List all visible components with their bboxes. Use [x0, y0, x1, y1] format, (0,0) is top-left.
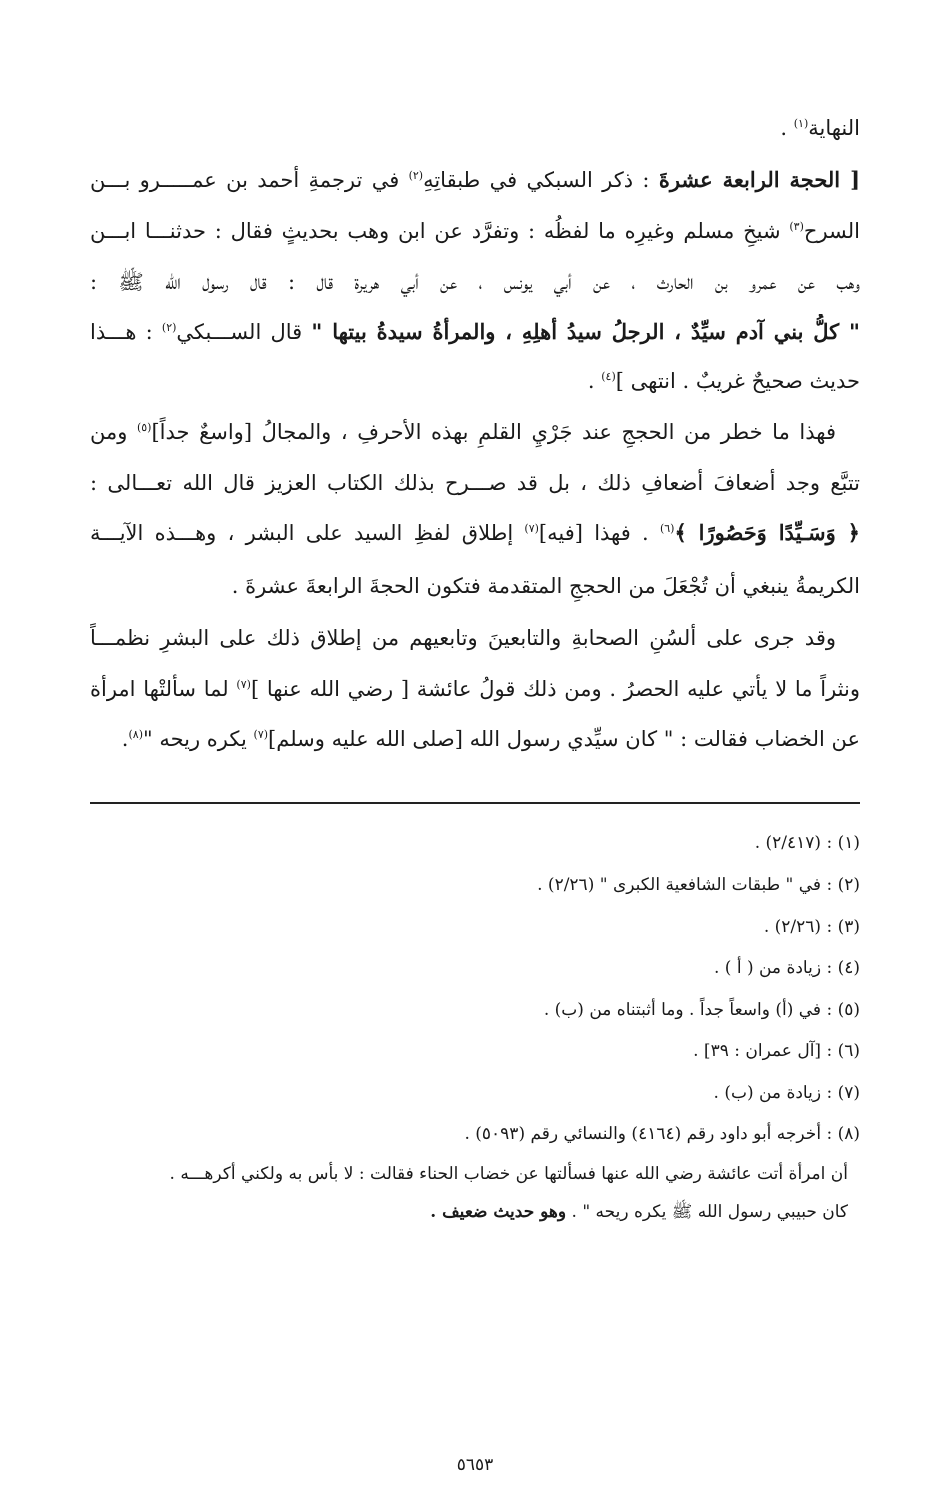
- footnote-ref: (٥): [136, 421, 152, 434]
- footnote-divider: [90, 802, 860, 804]
- body-line: تتبَّع وجد أضعافَ أضعافِ ذلك ، بل قد صـــرح بذلك الكتاب العزيز قال الله تعـــالى :: [90, 471, 860, 495]
- quran-verse: ﴿ وَسَـيِّدًا وَحَصُورًا ﴾: [674, 520, 860, 545]
- grading-note: وهو حديث ضعيف .: [430, 1202, 567, 1222]
- body-line: [ الحجة الرابعة عشرةَ : ذكر السبكي في طبقاتِهِ$^{(٢)}$ في ترجمةِ أحمد بن عمـــــرو بـــن: [90, 167, 860, 192]
- body-line: الكريمةُ ينبغي أن تُجْعَلَ من الحججِ المتقدمة فتكون الحجةَ الرابعةَ عشرةَ .: [231, 574, 860, 598]
- footnote-ref: (٧): [236, 678, 251, 691]
- body-line: ونثراً ما لا يأتي عليه الحصرُ . ومن ذلك قولُ عائشة [ رضي الله عنها ]$^{(٧)}$ لما سألتْها امرأة: [90, 677, 860, 701]
- footnote: (٢) : في " طبقات الشافعية الكبرى " (٢/٢٦) .: [537, 875, 860, 895]
- body-line: السرح$^{(٣)}$ شيخِ مسلم وغيرِه ما لفظُه : وتفرَّد عن ابن وهب بحديثٍ فقال : حدثنـــا ابـــن: [90, 219, 860, 243]
- hadith-text: " كلُّ بني آدم سيِّدٌ ، الرجلُ سيدُ أهلِهِ ، والمرأةُ سيدةُ بيتها ": [311, 319, 860, 344]
- footnote-ref: (٨): [128, 728, 143, 741]
- footnote-ref: (١): [793, 117, 809, 130]
- footnote-ref: (٧): [524, 522, 539, 535]
- footnote-ref: (٣): [789, 220, 804, 233]
- body-line: فهذا ما خطر من الحججِ عند جَرْيِ القلمِ بهذه الأحرفِ ، والمجالُ [واسعٌ جداً]$^{(٥)}$ ومن: [90, 420, 836, 444]
- footnote: (٧) : زيادة من (ب) .: [713, 1083, 860, 1103]
- body-line: " كلُّ بني آدم سيِّدٌ ، الرجلُ سيدُ أهلِهِ ، والمرأةُ سيدةُ بيتها " قال الســـبكي$^{(٢)}$ : هـــذا: [90, 319, 860, 344]
- footnote: (١) : (٢/٤١٧) .: [754, 833, 860, 853]
- footnote: (٣) : (٢/٢٦) .: [763, 917, 860, 937]
- footnote-ref: (٢): [161, 321, 177, 334]
- body-line: عن الخضاب فقالت : " كان سيِّدي رسول الله [صلى الله عليه وسلم]$^{(٧)}$ يكره ريحه "$^{(٨)}$.: [121, 727, 860, 751]
- body-line: حديث صحيحٌ غريبٌ . انتهى ]$^{(٤)}$ .: [587, 369, 860, 393]
- body-line: وقد جرى على ألسُنِ الصحابةِ والتابعينَ وتابعيهم من إطلاق ذلك على البشرِ نظمـــاً: [90, 626, 836, 650]
- body-line: النهاية$^{(١)}$ .: [780, 116, 860, 140]
- body-line: ﴿ وَسَـيِّدًا وَحَصُورًا ﴾$^{(٦)}$ . فهذا [فيه]$^{(٧)}$ إطلاق لفظِ السيد على البشر ، وهـــذه الآيـــة: [90, 520, 860, 545]
- footnote: (٨) : أخرجه أبو داود رقم (٤١٦٤) والنسائي رقم (٥٠٩٣) .: [464, 1124, 860, 1144]
- section-heading: [ الحجة الرابعة عشرةَ: [658, 167, 860, 192]
- footnote-ref: (٤): [601, 370, 616, 383]
- book-page: [90, 100, 860, 1485]
- footnote-ref: (٢): [408, 169, 424, 182]
- footnote-detail: كان حبيبي رسول الله ﷺ يكره ريحه " . وهو حديث ضعيف .: [430, 1202, 848, 1222]
- footnote: (٦) : [آل عمران : ٣٩] .: [693, 1041, 860, 1061]
- footnote: (٥) : في (أ) واسعاً جداً . وما أثبتناه من (ب) .: [543, 1000, 860, 1020]
- footnote: (٤) : زيادة من ( أ ) .: [713, 958, 860, 978]
- footnote-detail: أن امرأة أتت عائشة رضي الله عنها فسألتها عن خضاب الحناء فقالت : لا بأس به ولكني أكرهـــه .: [169, 1164, 848, 1184]
- footnote-ref: (٧): [253, 728, 269, 741]
- page-number: ٥٦٥٣: [456, 1455, 494, 1475]
- body-line: وهب عن عمرو بن الحارث ، عن أبي يونس ، عن أبي هريرة قال : قال رسول الله ﷺ :: [90, 270, 860, 294]
- footnote-ref: (٦): [659, 522, 675, 535]
